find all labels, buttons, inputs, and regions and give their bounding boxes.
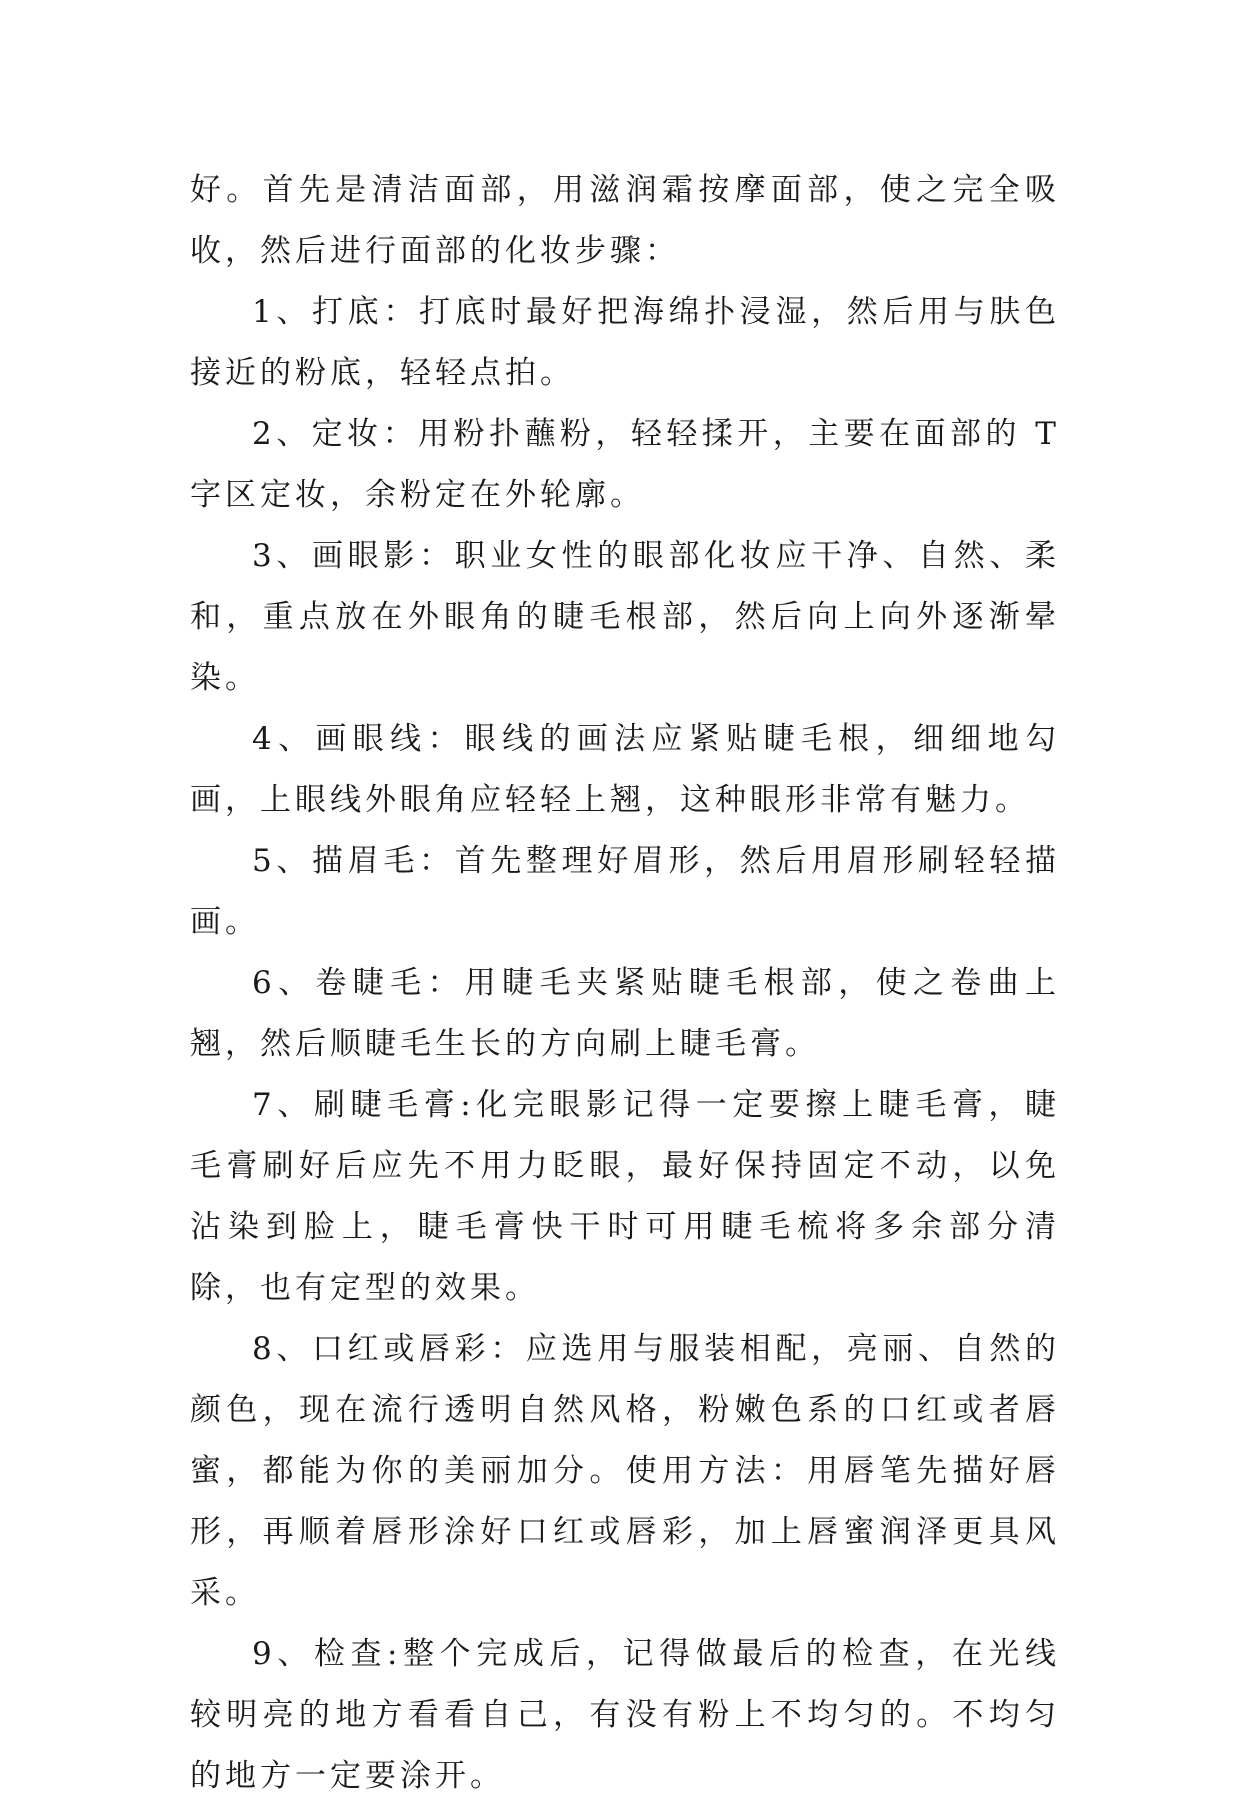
paragraph-step-7-mascara: 7、刷睫毛膏:化完眼影记得一定要擦上睫毛膏，睫毛膏刷好后应先不用力眨眼，最好保持固定不动，以免沾染到脸上，睫毛膏快干时可用睫毛梳将多余部分清除，也有定型的效果。 <box>190 1087 1060 1306</box>
document-body <box>190 160 1060 1807</box>
paragraph-step-3-eyeshadow: 3、画眼影：职业女性的眼部化妆应干净、自然、柔和，重点放在外眼角的睫毛根部，然后向上向外逐渐晕染。 <box>190 538 1060 696</box>
paragraph-step-6-curl-lashes: 6、卷睫毛：用睫毛夹紧贴睫毛根部，使之卷曲上翘，然后顺睫毛生长的方向刷上睫毛膏。 <box>190 965 1060 1062</box>
paragraph-step-1-foundation: 1、打底：打底时最好把海绵扑浸湿，然后用与肤色接近的粉底，轻轻点拍。 <box>190 294 1060 391</box>
paragraph-step-5-eyebrows: 5、描眉毛：首先整理好眉形，然后用眉形刷轻轻描画。 <box>190 843 1060 940</box>
paragraph-step-2-setting: 2、定妆：用粉扑蘸粉，轻轻揉开，主要在面部的 T 字区定妆，余粉定在外轮廓。 <box>190 416 1060 513</box>
paragraph-intro-continuation: 好。首先是清洁面部，用滋润霜按摩面部，使之完全吸收，然后进行面部的化妆步骤： <box>190 172 1060 269</box>
paragraph-step-9-check: 9、检查:整个完成后，记得做最后的检查，在光线较明亮的地方看看自己，有没有粉上不均匀的。不均匀的地方一定要涂开。 <box>190 1636 1060 1794</box>
paragraph-step-8-lipstick: 8、口红或唇彩：应选用与服装相配，亮丽、自然的颜色，现在流行透明自然风格，粉嫩色系的口红或者唇蜜，都能为你的美丽加分。使用方法：用唇笔先描好唇形，再顺着唇形涂好口红或唇彩，加上唇蜜润泽更具风采。 <box>190 1331 1060 1611</box>
paragraph-step-4-eyeliner: 4、画眼线：眼线的画法应紧贴睫毛根，细细地勾画，上眼线外眼角应轻轻上翘，这种眼形非常有魅力。 <box>190 721 1060 818</box>
